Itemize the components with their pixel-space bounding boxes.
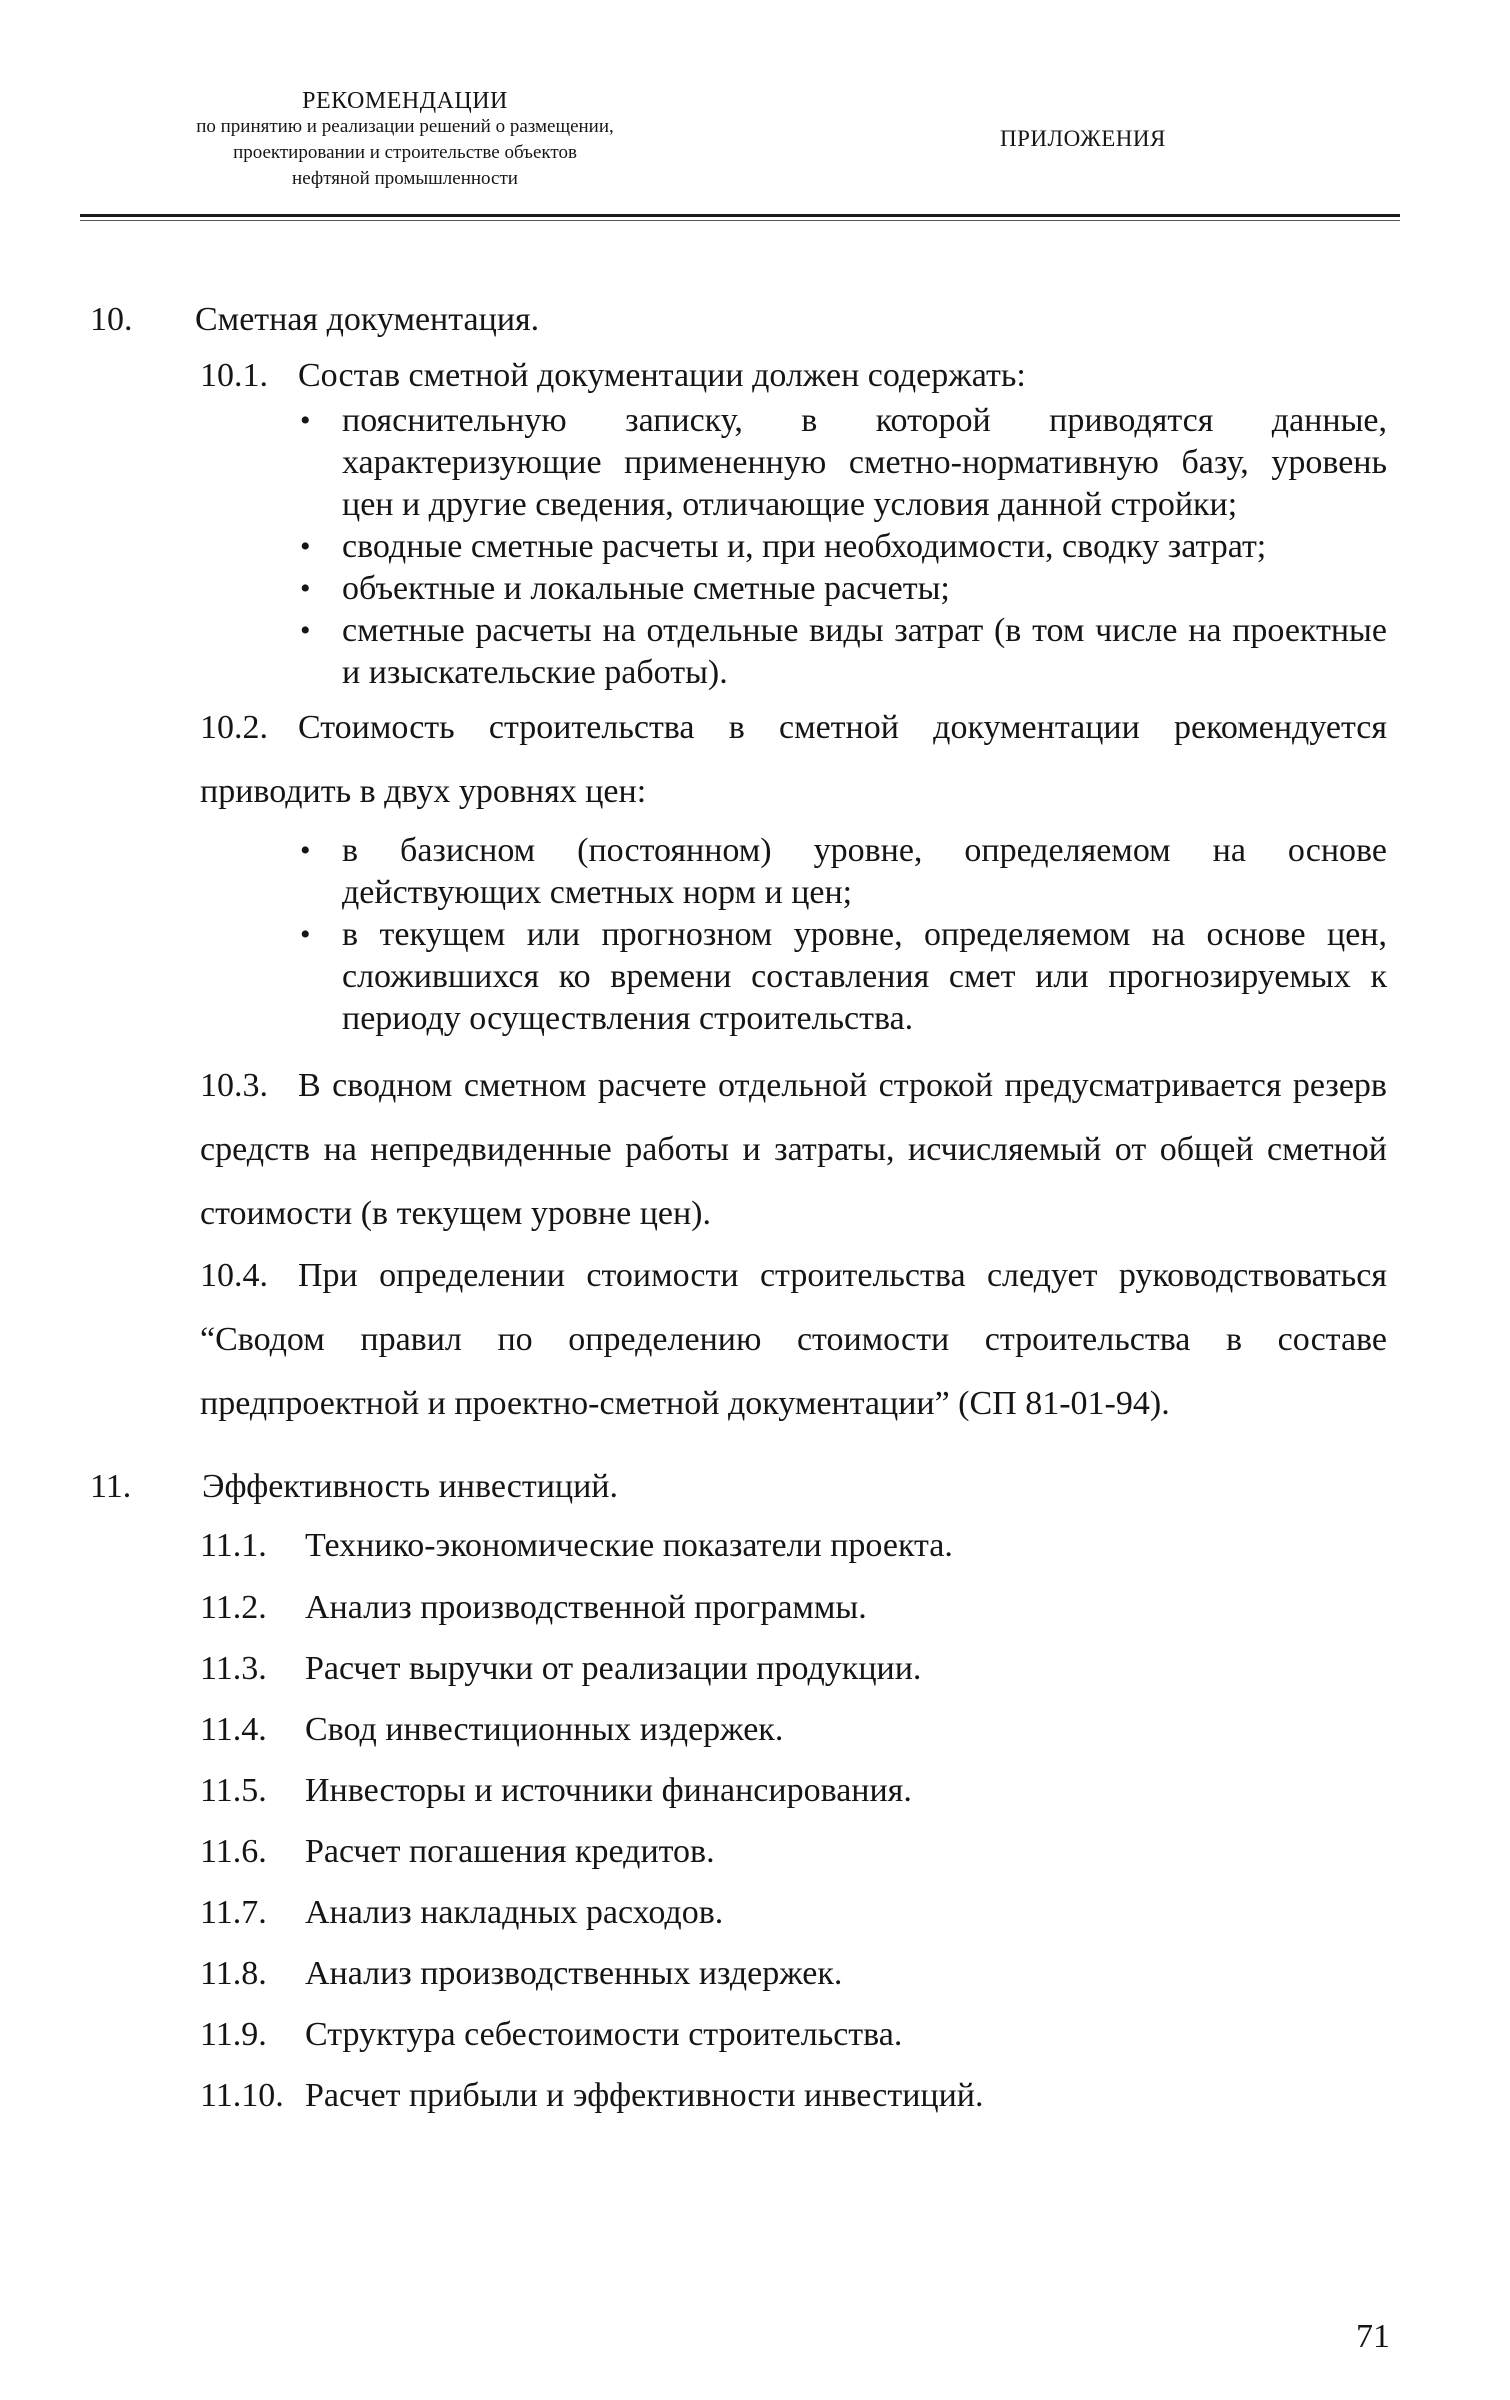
- bullet-icon: •: [300, 834, 311, 867]
- clause-10-3: [200, 1054, 1387, 1246]
- clause-10-1: [200, 356, 1026, 396]
- header-title: РЕКОМЕНДАЦИИ: [302, 88, 508, 114]
- list-item: 11.3. Расчет выручки от реализации продукции.: [200, 1650, 922, 1687]
- list-item: 11.7. Анализ накладных расходов.: [200, 1894, 724, 1931]
- bullet-icon: •: [300, 614, 311, 647]
- bullet-icon: •: [300, 404, 311, 437]
- page-number: 71: [1356, 2318, 1390, 2355]
- clause-number: 10.2.: [200, 709, 268, 746]
- list-item: 11.6. Расчет погашения кредитов.: [200, 1833, 715, 1870]
- list-item: 11.2. Анализ производственной программы.: [200, 1589, 867, 1626]
- section-number: 11.: [90, 1468, 132, 1505]
- bullet-icon: •: [300, 918, 311, 951]
- list-item: 11.10. Расчет прибыли и эффективности инвестиций.: [200, 2077, 984, 2114]
- clause-text: Состав сметной документации должен содержать:: [298, 357, 1026, 394]
- list-item: 11.1. Технико-экономические показатели проекта.: [200, 1527, 953, 1564]
- bullet-list-10-1: [292, 400, 1387, 694]
- section-number: 10.: [90, 301, 133, 338]
- header-rule: [80, 214, 1400, 217]
- list-item: 11.8. Анализ производственных издержек.: [200, 1955, 843, 1992]
- list-item: 11.4. Свод инвестиционных издержек.: [200, 1711, 784, 1748]
- running-header: [95, 88, 715, 192]
- clause-10-4: [200, 1244, 1387, 1436]
- bullet-icon: •: [300, 530, 311, 563]
- clause-number: 10.1.: [200, 357, 268, 394]
- list-item: • объектные и локальные сметные расчеты;: [292, 568, 1387, 610]
- header-subtitle-line: по принятию и реализации решений о размещении,: [196, 116, 614, 137]
- clause-text: Стоимость строительства в сметной документации рекомендуется: [298, 709, 1387, 746]
- bullet-icon: •: [300, 572, 311, 605]
- section-title: Эффективность инвестиций.: [202, 1468, 618, 1505]
- bullet-list-10-2: [292, 830, 1387, 1040]
- clause-text: В сводном сметном расчете отдельной строкой предусматривается резерв средств на непредвиденные работы и затраты, исчисляемый от общей сметной стоимости (в текущем уровне цен).: [200, 1067, 1387, 1232]
- clause-number: 10.4.: [200, 1257, 268, 1294]
- clause-10-2-line2: приводить в двух уровнях цен:: [200, 773, 647, 810]
- list-item: 11.5. Инвесторы и источники финансирования.: [200, 1772, 912, 1809]
- header-rule-thin: [80, 220, 1400, 221]
- clause-text: При определении стоимости строительства следует руководствоваться “Сводом правил по определению стоимости строительства в составе предпроектной и проектно-сметной документации” (СП 81-01-94).: [200, 1257, 1387, 1422]
- header-subtitle-line: проектировании и строительстве объектов: [233, 142, 577, 163]
- header-subtitle-line: нефтяной промышленности: [292, 168, 518, 189]
- list-item: • пояснительную записку, в которой приводятся данные, характеризующие примененную сметно-нормативную базу, уровень цен и другие сведения, отличающие условия данной стройки;: [300, 402, 1387, 523]
- header-section-label: ПРИЛОЖЕНИЯ: [1000, 126, 1166, 151]
- list-item: • сметные расчеты на отдельные виды затрат (в том числе на проектные и изыскательские работы).: [300, 612, 1387, 691]
- list-item: 11.9. Структура себестоимости строительства.: [200, 2016, 903, 2053]
- list-item: • в текущем или прогнозном уровне, определяемом на основе цен, сложившихся ко времени составления смет или прогнозируемых к периоду осуществления строительства.: [300, 916, 1387, 1037]
- section-title: Сметная документация.: [195, 301, 540, 338]
- list-item: • сводные сметные расчеты и, при необходимости, сводку затрат;: [292, 526, 1387, 568]
- clause-10-2-line1: [200, 708, 1387, 748]
- list-item: • в базисном (постоянном) уровне, определяемом на основе действующих сметных норм и цен;: [300, 832, 1387, 911]
- clause-number: 10.3.: [200, 1067, 268, 1104]
